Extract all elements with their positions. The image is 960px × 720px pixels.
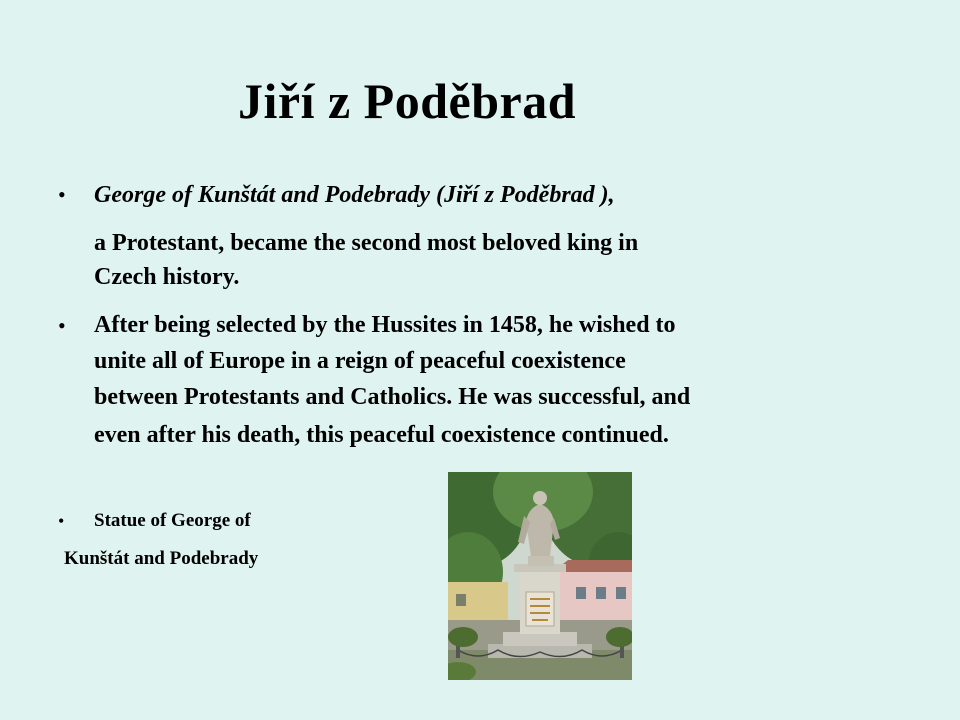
statue-photo-image (448, 472, 632, 680)
bullet2-line3: between Protestants and Catholics. He was successful, and (94, 384, 691, 410)
bullet-marker: • (58, 182, 66, 207)
bullet1-line3: Czech history. (94, 264, 240, 290)
bullet2-line1: After being selected by the Hussites in 1458, he wished to (94, 312, 676, 338)
bullet-marker: • (58, 511, 65, 531)
bullet2-line4: even after his death, this peaceful coexistence continued. (94, 422, 669, 448)
statue-photo (448, 472, 632, 680)
bullet1-line2: a Protestant, became the second most beloved king in (94, 230, 639, 256)
caption-line2: Kunštát and Podebrady (64, 548, 259, 569)
caption-line1: Statue of George of (94, 510, 251, 531)
bullet2-line2: unite all of Europe in a reign of peaceful coexistence (94, 348, 626, 374)
slide-title: Jiří z Poděbrad (238, 73, 577, 129)
bullet1-line1: George of Kunštát and Podebrady (Jiří z Poděbrad ), (94, 182, 615, 208)
bullet-marker: • (58, 313, 66, 338)
